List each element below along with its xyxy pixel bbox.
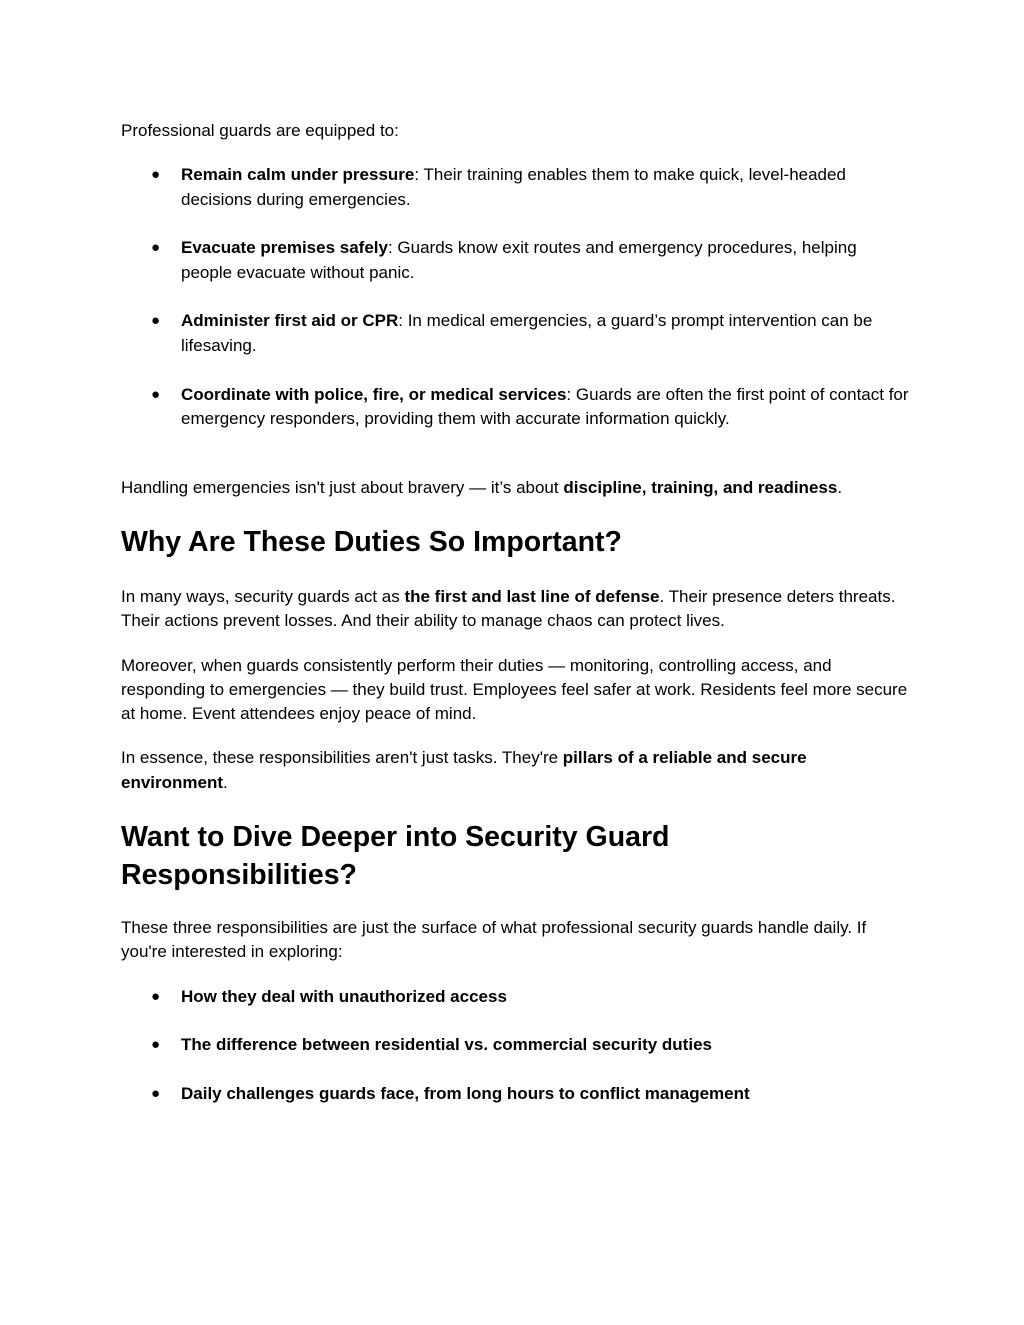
list-item-bold: Daily challenges guards face, from long hours to conflict management [181,1084,750,1104]
list-item [121,985,911,1009]
list-item-bold: The difference between residential vs. commercial security duties [181,1035,712,1055]
list-item-bold: Coordinate with police, fire, or medical services [181,384,567,404]
list-item-text: : Guards know exit routes and emergency procedures, helping people evacuate without panic. [181,238,857,282]
bullet-icon: ● [151,987,161,1005]
intro-paragraph: Professional guards are equipped to: [121,121,399,140]
section-heading-deeper: Want to Dive Deeper into Security Guard Responsibilities? [121,821,670,891]
list-item [121,309,911,358]
bullet-icon: ● [151,385,161,403]
bullet-icon: ● [151,166,161,184]
bullet-icon: ● [151,1085,161,1103]
deeper-topics-list [121,985,911,1107]
document-page [121,119,911,1107]
list-item [121,383,911,432]
bullet-icon: ● [151,1036,161,1054]
section-heading-importance: Why Are These Duties So Important? [121,526,622,559]
list-item-text: : In medical emergencies, a guard’s prompt intervention can be lifesaving. [181,311,873,355]
list-item-text: : Their training enables them to make quick, level-headed decisions during emergencies. [181,165,846,209]
list-item-bold: Remain calm under pressure [181,165,415,185]
bullet-icon: ● [151,239,161,257]
deeper-intro-paragraph: These three responsibilities are just the surface of what professional security guards handle daily. If you're interested in exploring: [121,918,867,962]
handling-paragraph: Handling emergencies isn't just about bravery — it’s about discipline, training, and readiness. [121,478,843,498]
importance-paragraph-3: In essence, these responsibilities aren't just tasks. They're pillars of a reliable and secure environment. [121,748,807,792]
list-item-text: : Guards are often the first point of contact for emergency responders, providing them with accurate information quickly. [181,384,909,428]
list-item [121,1082,911,1106]
list-item [121,1033,911,1057]
list-item-bold: How they deal with unauthorized access [181,986,507,1006]
list-item-bold: Administer first aid or CPR [181,311,399,331]
importance-paragraph-1: In many ways, security guards act as the first and last line of defense. Their presence deters threats. Their actions prevent losses. And their ability to manage chaos can protect lives. [121,586,896,631]
bullet-icon: ● [151,312,161,330]
emergency-skills-list [121,163,911,431]
list-item [121,236,911,285]
importance-paragraph-2: Moreover, when guards consistently perform their duties — monitoring, controlling access, and responding to emergencies — they build trust. Employees feel safer at work. Residents feel more secure at home. Event attendees enjoy peace of mind. [121,655,908,724]
list-item-bold: Evacuate premises safely [181,238,388,258]
list-item [121,163,911,212]
